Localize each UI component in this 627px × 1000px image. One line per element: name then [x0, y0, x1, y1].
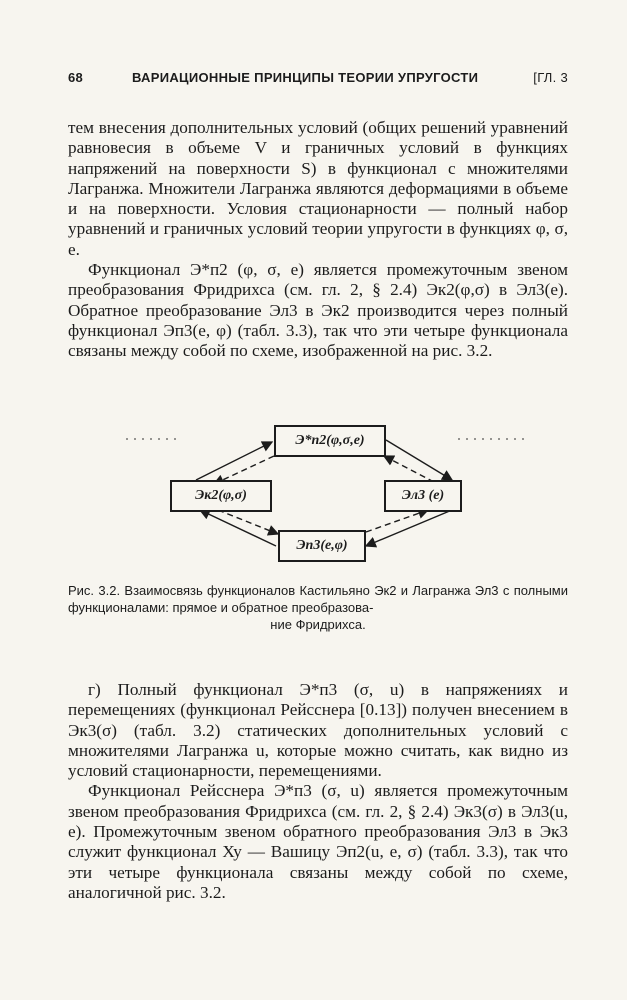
text-block-top: [68, 118, 568, 362]
arrow-bottom-to-right-dashed: [366, 510, 428, 532]
caption-last-line: ние Фридрихса.: [270, 617, 366, 632]
node-p3: Эп3(e,φ): [278, 530, 366, 562]
caption-main: Рис. 3.2. Взаимосвязь функционалов Кастильяно Эк2 и Лагранжа Эл3 с полными функционалами: прямое и обратное преобразова-: [68, 583, 568, 615]
arrow-bottom-to-left: [200, 510, 276, 546]
node-l3: Эл3 (e): [384, 480, 462, 512]
chapter-marker: [ГЛ. 3: [533, 70, 568, 85]
paragraph: Функционал Э*п2 (φ, σ, e) является промежуточным звеном преобразования Фридрихса (см. гл. 2, § 2.4) Эк2(φ,σ) в Эл3(e). Обратное преобразование Эл3 в Эк2 производится через полный функционал Эп3(e, φ) (табл. 3.3), так что эти четыре функционала связаны между собой по схеме, изображенной на рис. 3.2.: [68, 260, 568, 361]
paragraph: тем внесения дополнительных условий (общих решений уравнений равновесия в объеме V и граничных условий в функциях напряжений на поверхности S) в функционал с множителями Лагранжа. Множители Лагранжа являются деформациями в объеме и на поверхности. Условия стационарности — полный набор уравнений и граничных условий теории упругости в функциях φ, σ, e.: [68, 118, 568, 259]
arrow-left-to-bottom-dashed: [218, 510, 278, 534]
paragraph: Функционал Рейсснера Э*п3 (σ, u) является промежуточным звеном преобразования Фридрихса (см. гл. 2, § 2.4) Эк3(σ) в Эл3(u, e). Промежуточным звеном обратного преобразования Эл3 в Эк3 служит функционал Ху — Вашицу Эп2(u, e, σ) (табл. 3.3), так что эти четыре функционала связаны между собой по схеме, аналогичной рис. 3.2.: [68, 781, 568, 902]
text-block-bottom: [68, 680, 568, 903]
node-pi2-star: Э*п2(φ,σ,e): [274, 425, 386, 457]
running-header: [68, 70, 568, 90]
node-k2: Эк2(φ,σ): [170, 480, 272, 512]
paragraph: г) Полный функционал Э*п3 (σ, u) в напряжениях и перемещениях (функционал Рейсснера [0.13]) получен внесением в Эк3(σ) (табл. 3.2) статических дополнительных условий с множителями Лагранжа u, которые можно считать, как видно из условий стационарности, перемещениями.: [68, 680, 568, 781]
figure-3-2-diagram: [118, 418, 538, 568]
figure-caption: [68, 582, 568, 633]
running-title: ВАРИАЦИОННЫЕ ПРИНЦИПЫ ТЕОРИИ УПРУГОСТИ: [132, 70, 479, 85]
page-number: 68: [68, 70, 84, 85]
arrow-top-to-right: [386, 440, 452, 480]
arrow-right-to-top-dashed: [384, 456, 434, 482]
